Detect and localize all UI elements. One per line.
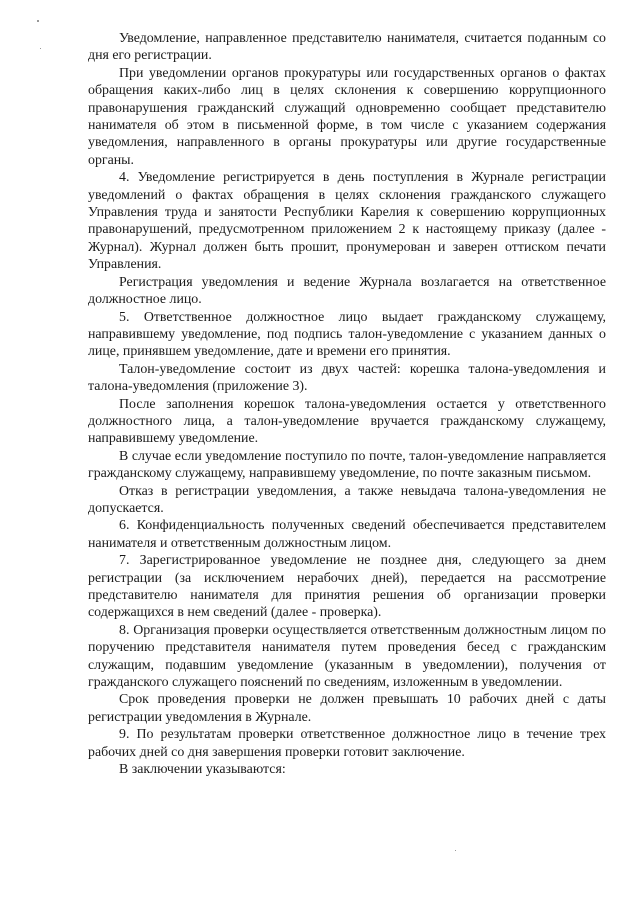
- paragraph: После заполнения корешок талона-уведомления остается у ответственного должностного лица, а талон-уведомление вручается гражданскому служащему, направившему уведомление.: [88, 396, 606, 447]
- paragraph: Талон-уведомление состоит из двух частей: корешка талона-уведомления и талона-уведомления (приложение 3).: [88, 361, 606, 395]
- paragraph: 4. Уведомление регистрируется в день поступления в Журнале регистрации уведомлений о фактах обращения в целях склонения гражданского служащего Управления труда и занятости Республики Карелия к совершению коррупционных правонарушений, предусмотренном приложением 2 к настоящему приказу (далее - Журнал). Журнал должен быть прошит, пронумерован и заверен оттиском печати Управления.: [88, 170, 606, 273]
- paragraph: Отказ в регистрации уведомления, а также невыдача талона-уведомления не допускается.: [88, 483, 606, 516]
- paragraph: Срок проведения проверки не должен превышать 10 рабочих дней с даты регистрации уведомления в Журнале.: [88, 692, 606, 725]
- paragraph: 7. Зарегистрированное уведомление не позднее дня, следующего за днем регистрации (за исключением нерабочих дней), передается на рассмотрение представителю нанимателя для принятия решения об организации проверки содержащихся в нем сведений (далее - проверка).: [88, 553, 606, 621]
- scan-speck: [455, 850, 456, 851]
- paragraph: Уведомление, направленное представителю нанимателя, считается поданным со дня его регистрации.: [88, 31, 606, 64]
- paragraph: В случае если уведомление поступило по почте, талон-уведомление направляется гражданскому служащему, направившему уведомление, по почте заказным письмом.: [88, 448, 606, 482]
- paragraph: При уведомлении органов прокуратуры или государственных органов о фактах обращения каких-либо лиц в целях склонения к совершению коррупционного правонарушения гражданский служащий одновременно сообщает представителю нанимателя об этом в письменной форме, в том числе с указанием содержания уведомления, направленного в органы прокуратуры или другие государственные органы.: [88, 65, 606, 168]
- scan-speck: [37, 20, 39, 22]
- paragraph: 9. По результатам проверки ответственное должностное лицо в течение трех рабочих дней со дня завершения проверки готовит заключение.: [88, 727, 606, 760]
- scan-speck: [40, 48, 41, 49]
- paragraph: 8. Организация проверки осуществляется ответственным должностным лицом по поручению представителя нанимателя путем проведения бесед с гражданским служащим, подавшим уведомление (указанным в уведомлении), получения от гражданского служащего пояснений по сведениям, изложенным в уведомлении.: [88, 622, 606, 691]
- paragraph: 6. Конфиденциальность полученных сведений обеспечивается представителем нанимателя и ответственным должностным лицом.: [88, 518, 606, 551]
- paragraph: В заключении указываются:: [119, 762, 286, 778]
- paragraph: Регистрация уведомления и ведение Журнала возлагается на ответственное должностное лицо.: [88, 274, 606, 308]
- paragraph: 5. Ответственное должностное лицо выдает гражданскому служащему, направившему уведомление, под подпись талон-уведомление с указанием данных о лице, принявшем уведомление, дате и времени его принятия.: [88, 309, 606, 360]
